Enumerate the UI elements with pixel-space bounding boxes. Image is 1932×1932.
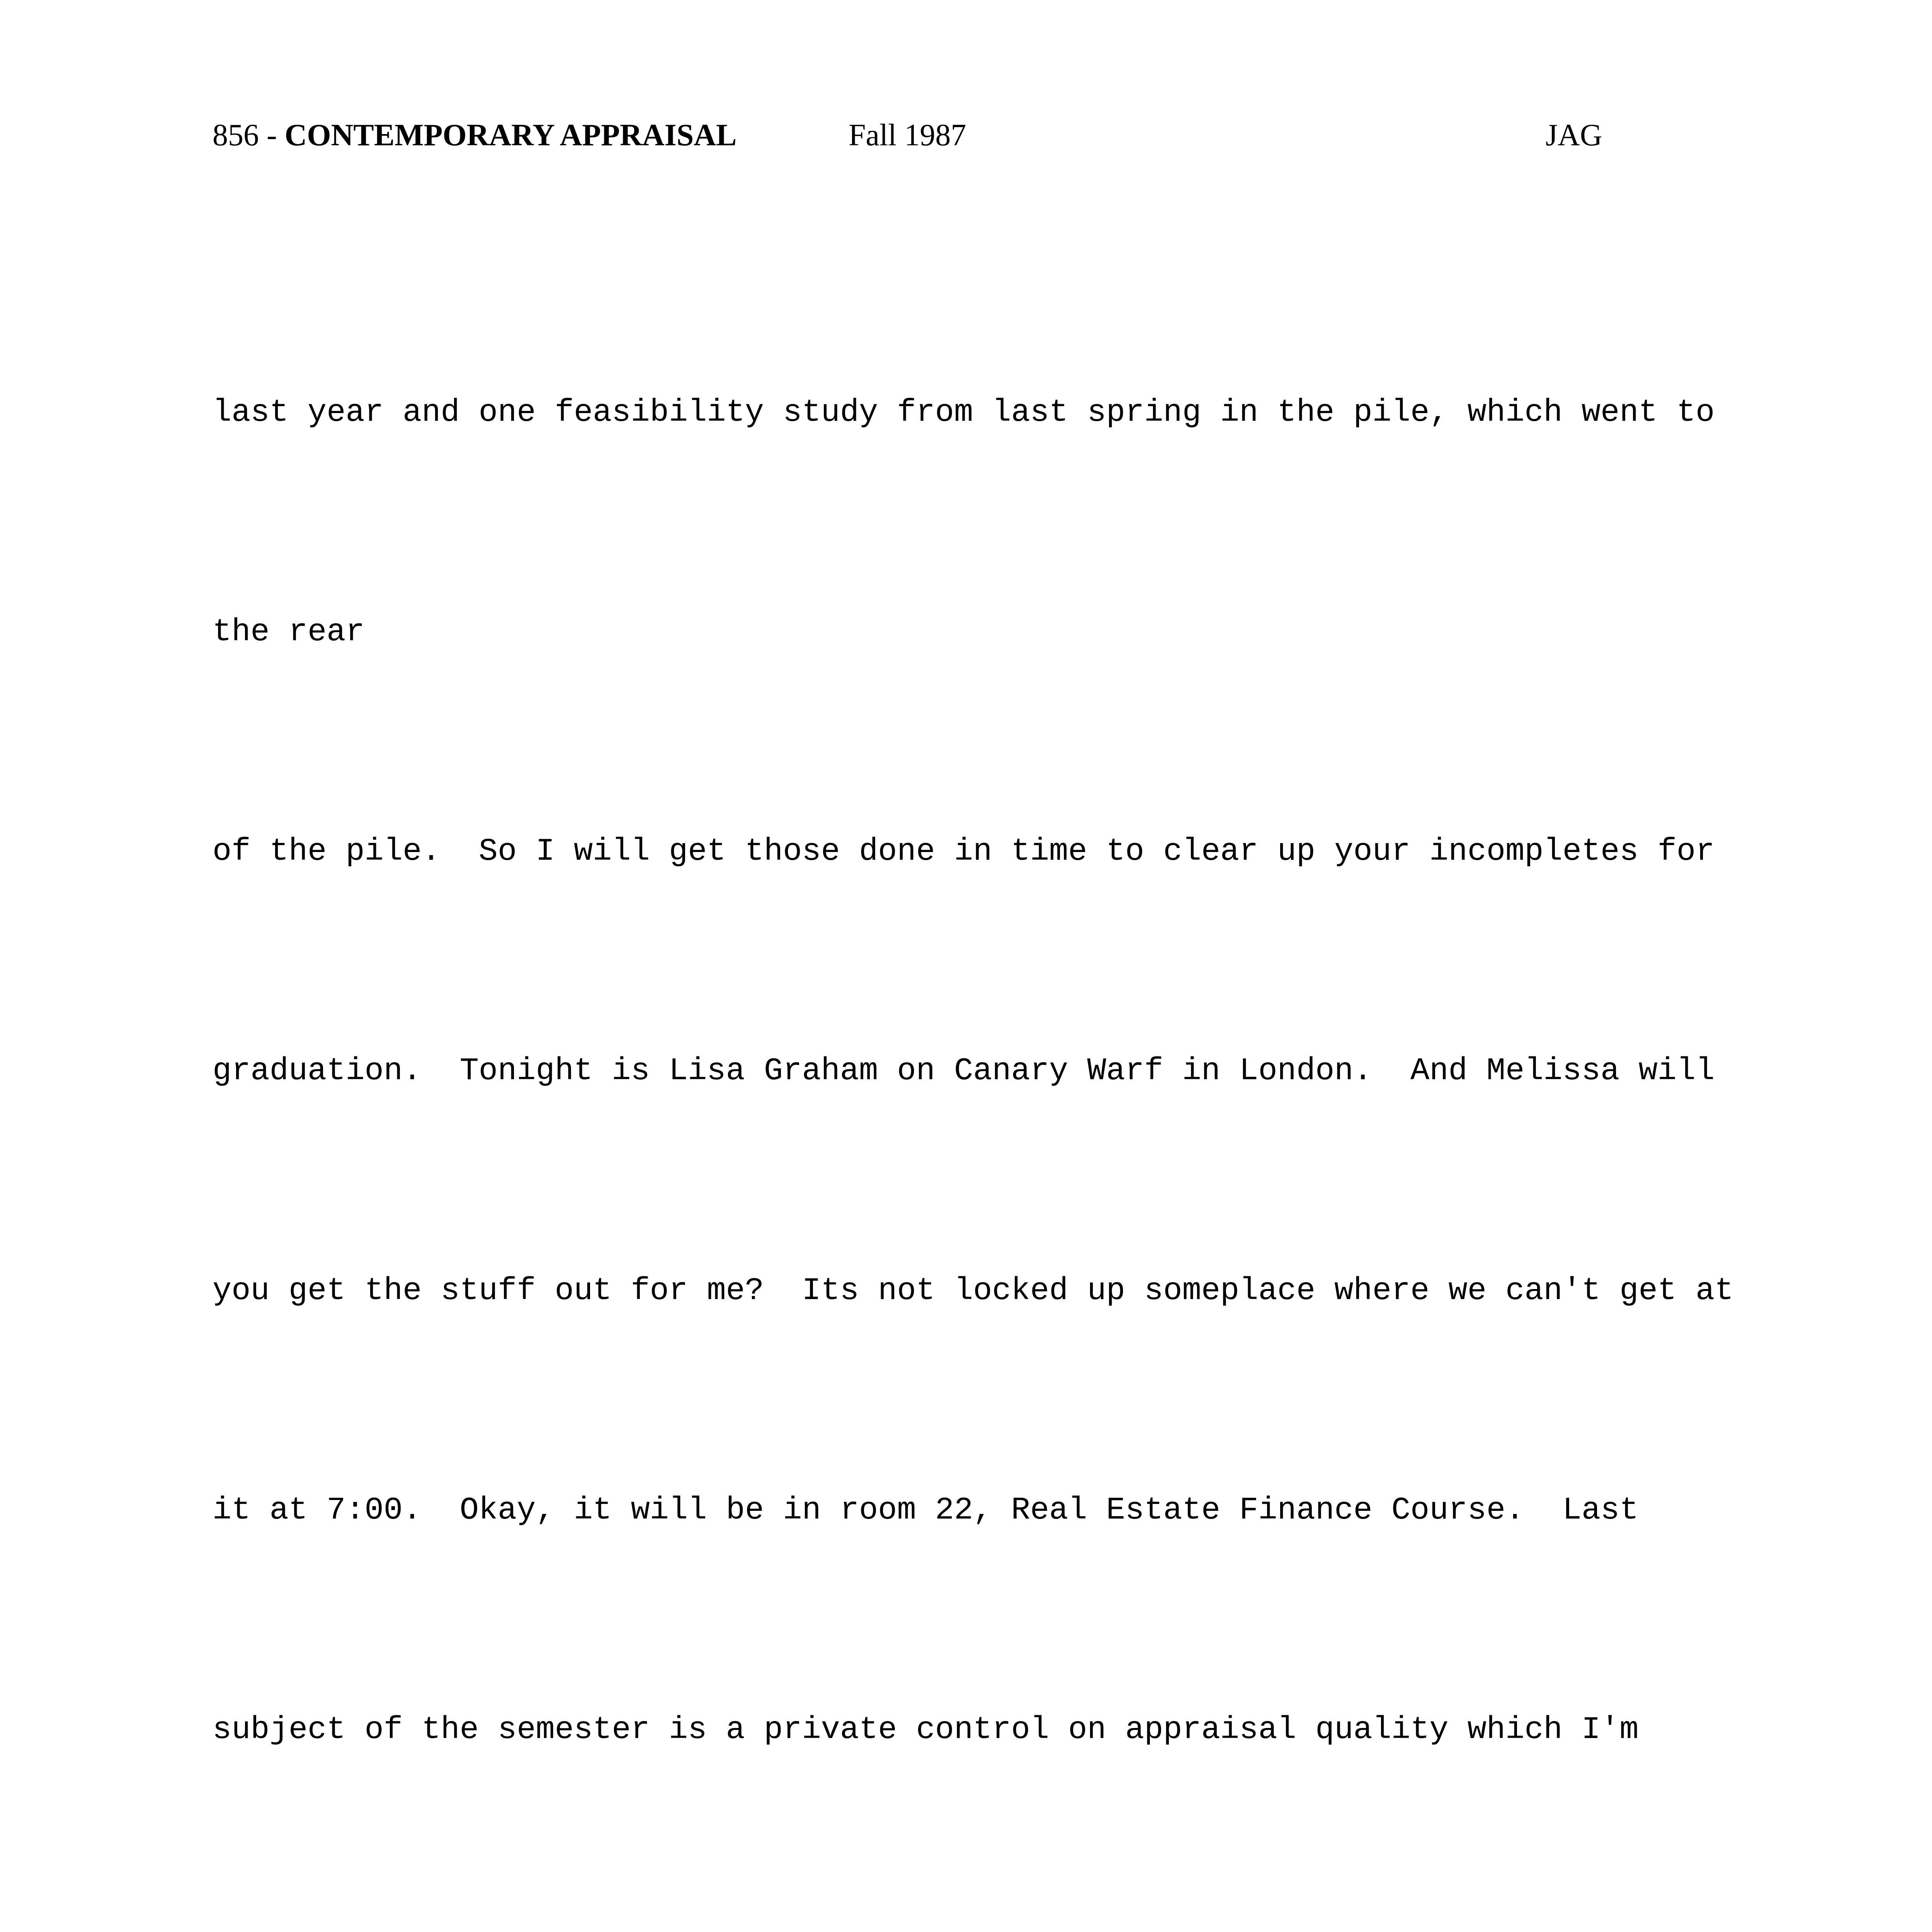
author-initials: JAG [1546, 118, 1602, 152]
page-header [213, 114, 1758, 156]
term-label: Fall 1987 [849, 118, 966, 152]
transcript-body [213, 230, 1777, 1932]
text-line: of the pile. So I will get those done in time to clear up your incompletes for [213, 833, 1715, 870]
text-line: last year and one feasibility study from last spring in the pile, which went to [213, 394, 1715, 430]
text-line [213, 1913, 1777, 1932]
course-number: 856 - [213, 118, 285, 152]
text-line: it at 7:00. Okay, it will be in room 22, Real Estate Finance Course. Last [213, 1492, 1639, 1528]
course-title: CONTEMPORARY APPRAISAL [284, 118, 737, 152]
text-line: subject of the semester is a private control on appraisal quality which I'm [213, 1712, 1639, 1748]
text-line: the rear [213, 614, 365, 650]
course-heading [213, 114, 736, 156]
text-line: graduation. Tonight is Lisa Graham on Canary Warf in London. And Melissa will [213, 1053, 1715, 1089]
text-line: you get the stuff out for me? Its not locked up someplace where we can't get at [213, 1272, 1734, 1309]
